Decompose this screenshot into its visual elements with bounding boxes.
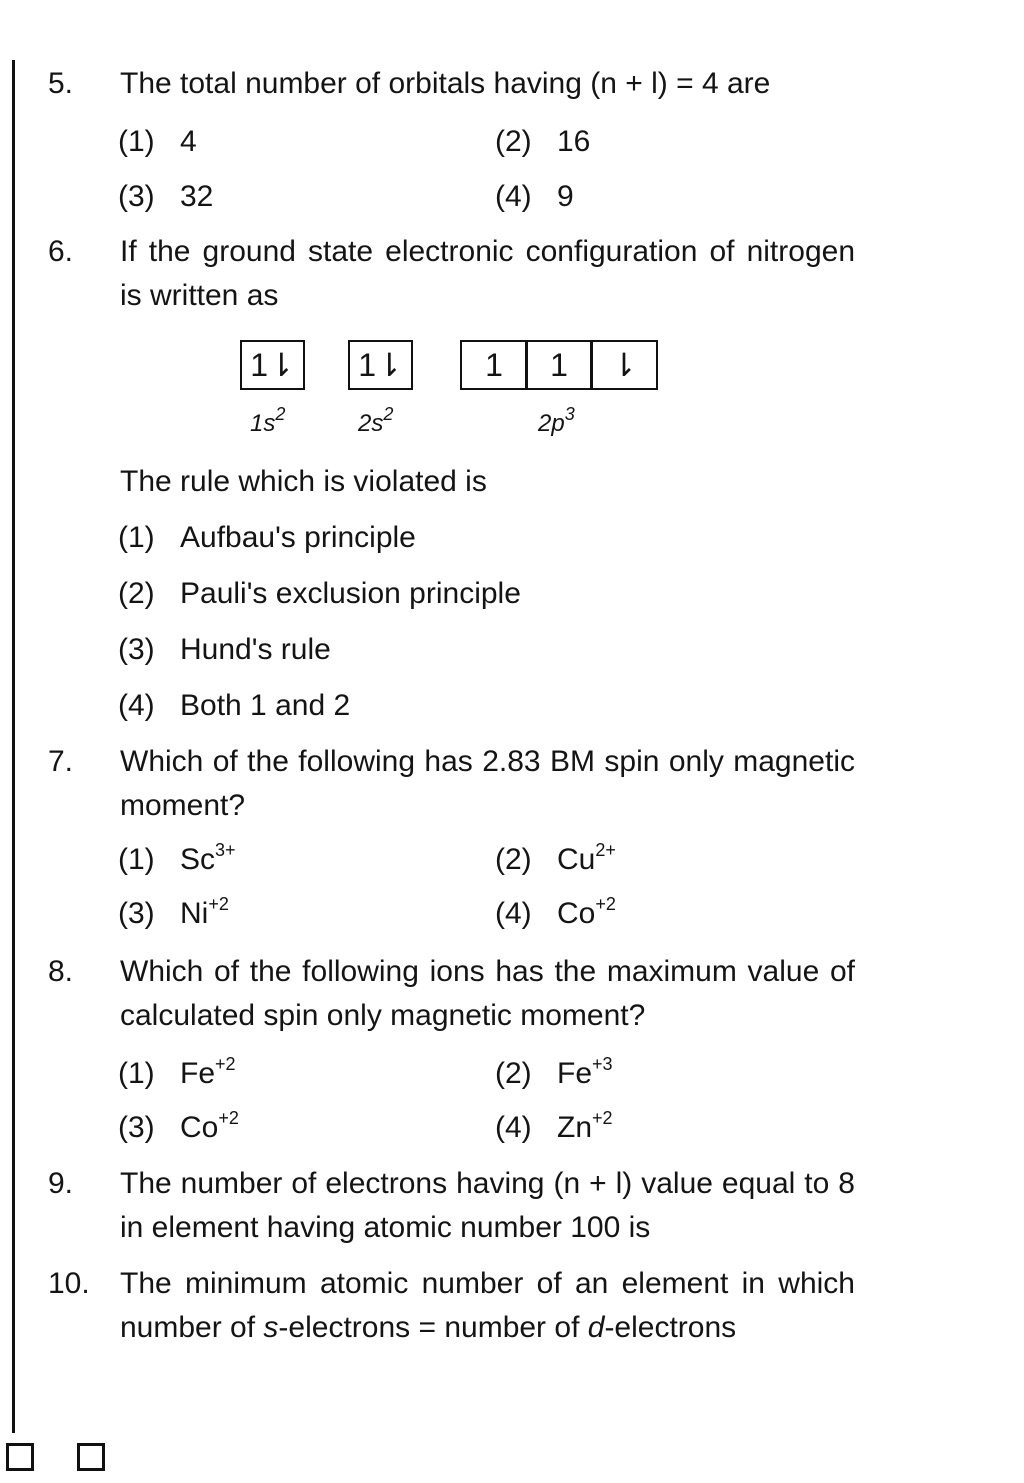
checkbox-square-icon [77,1443,105,1471]
orbital-box-2p-3: ⇂ [590,340,658,390]
option-2: (2) $Cu^{2+}$ [495,840,616,876]
option-1: (1) Aufbau's principle [118,521,416,554]
question-number: 9. [48,1167,74,1200]
question-text-line1: If the ground state electronic configuration of nitrogen [120,235,855,268]
question-text: Which of the following has 2.83 BM spin only magnetic moment? [120,745,855,822]
question-text: The total number of orbitals having (n + l) = 4 are [120,67,771,100]
question-number: 5. [48,67,74,100]
option-3: (3) Hund's rule [118,633,331,666]
question-text-line2: is written as [120,279,279,312]
option-4: (4) $Zn^{+2}$ [495,1108,613,1144]
orbital-box-2s: 1⇂ [348,340,413,390]
question-number: 6. [48,235,74,268]
option-3: (3) $Co^{+2}$ [118,1108,239,1144]
orbital-box-1s: 1⇂ [240,340,305,390]
question-number: 10. [48,1267,90,1300]
option-4: (4) Both 1 and 2 [118,689,351,722]
question-text: Which of the following ions has the maximum value of calculated spin only magnetic moment? [120,955,855,1032]
option-2: (2) Pauli's exclusion principle [118,577,521,610]
left-margin-rule [12,60,15,1433]
checkbox-square-icon [6,1443,34,1471]
option-2: (2) $Fe^{+3}$ [495,1054,613,1090]
option-3: (3) $Ni^{+2}$ [118,894,229,930]
orbital-label-2p: $2p^3$ [538,404,575,437]
question-text: The minimum atomic number of an element in which number of s-electrons = number of d-electrons [120,1267,855,1344]
orbital-label-1s: $1s^2$ [250,404,286,437]
option-1: (1) $Sc^{3+}$ [118,840,236,876]
option-1: (1) $Fe^{+2}$ [118,1054,236,1090]
option-4: (4) $Co^{+2}$ [495,894,616,930]
question-stem-2: The rule which is violated is [120,465,487,498]
option-2: (2) 16 [495,125,591,158]
question-text: The number of electrons having (n + l) value equal to 8 in element having atomic number 100 is [120,1167,855,1244]
orbital-label-2s: $2s^2$ [358,404,394,437]
question-number: 7. [48,745,74,778]
orbital-box-2p-2: 1 [525,340,593,390]
orbital-box-2p-1: 1 [460,340,528,390]
option-1: (1) 4 [118,125,197,158]
option-3: (3) 32 [118,180,214,213]
option-4: (4) 9 [495,180,574,213]
question-number: 8. [48,955,74,988]
